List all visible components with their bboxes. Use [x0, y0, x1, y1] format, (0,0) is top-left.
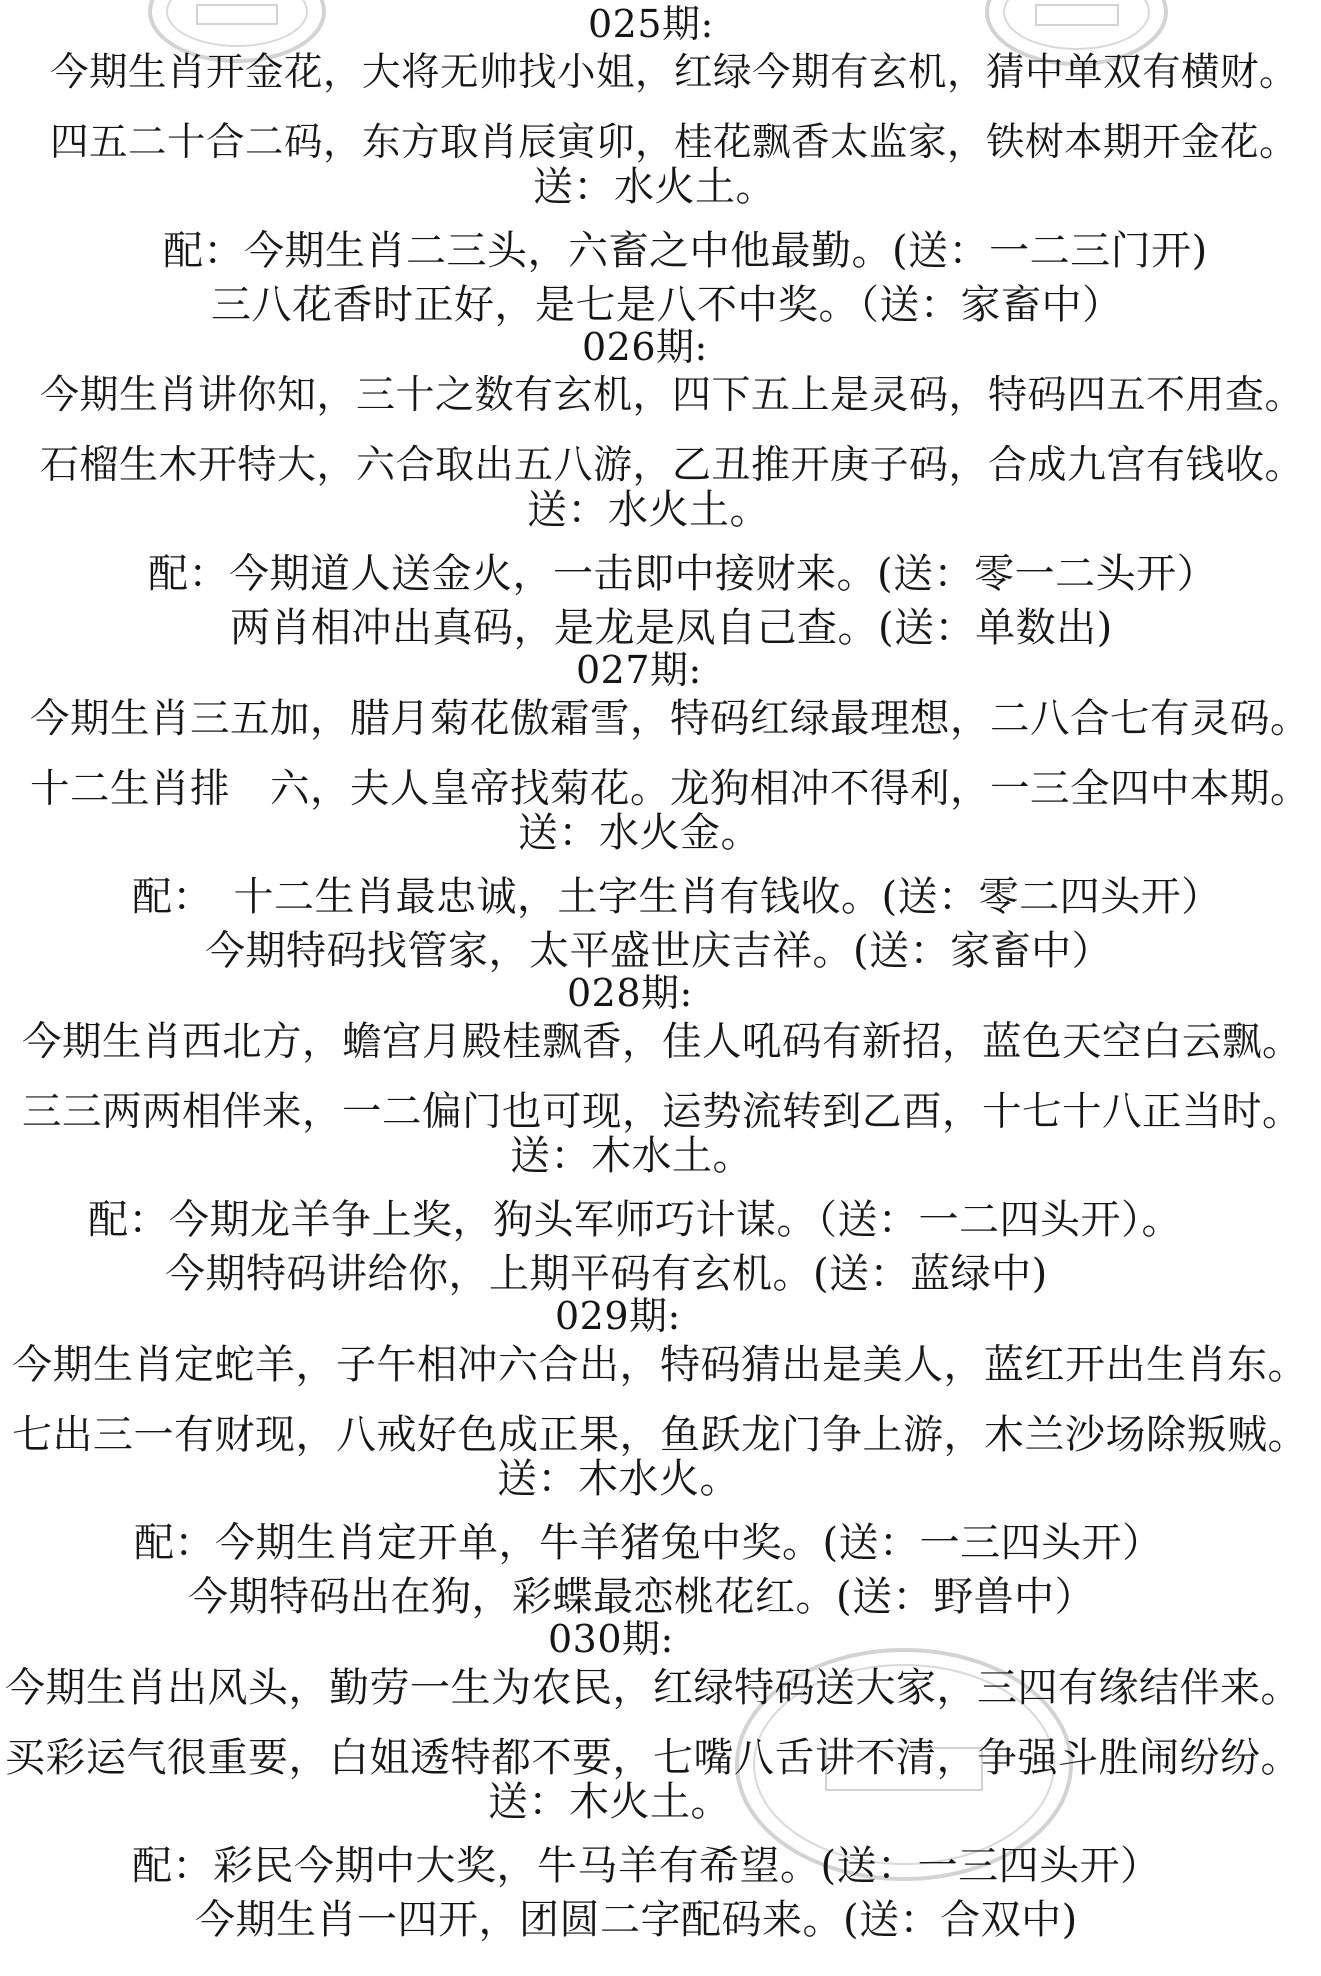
- pair-line-2: 三八花香时正好，是七是八不中奖。（送：家畜中）: [211, 282, 1123, 328]
- issue-title: 030期:: [548, 1617, 674, 1661]
- verse-line-1: 今期生肖讲你知，三十之数有玄机，四下五上是灵码，特码四五不用查。: [40, 373, 1305, 418]
- pair-line-1: 配：彩民今期中大奖，牛马羊有希望。(送：一三四头开）: [132, 1843, 1161, 1889]
- verse-line-2: 四五二十合二码，东方取肖辰寅卯，桂花飘香太监家，铁树本期开金花。: [50, 120, 1299, 165]
- verse-line-1: 今期生肖开金花，大将无帅找小姐，红绿今期有玄机，猜中单双有横财。: [50, 50, 1299, 95]
- verse-line-1: 今期生肖西北方，蟾宫月殿桂飘香，佳人吼码有新招，蓝色天空白云飘。: [22, 1019, 1302, 1065]
- pair-line-2: 今期特码讲给你，上期平码有玄机。(送：蓝绿中): [165, 1251, 1048, 1297]
- issue-title: 029期:: [555, 1294, 681, 1338]
- pair-line-2: 今期特码出在狗，彩蝶最恋桃花红。(送：野兽中）: [188, 1574, 1096, 1620]
- issue-title: 027期:: [576, 648, 702, 692]
- issue-title: 028期:: [567, 971, 693, 1015]
- verse-line-1: 今期生肖定蛇羊，子午相冲六合出，特码猜出是美人，蓝红开出生肖东。: [12, 1342, 1308, 1388]
- send-line: 送：水火土。: [533, 164, 776, 210]
- send-line: 送：木水土。: [510, 1133, 753, 1179]
- verse-line-2: 十二生肖排 六，夫人皇帝找菊花。龙狗相冲不得利，一三全四中本期。: [30, 766, 1310, 812]
- send-line: 送：木水火。: [497, 1456, 740, 1502]
- send-line: 送：水火土。: [527, 487, 770, 533]
- verse-line-2: 三三两两相伴来，一二偏门也可现，运势流转到乙酉，十七十八正当时。: [22, 1089, 1302, 1135]
- pair-line-2: 今期生肖一四开，团圆二字配码来。(送：合双中): [195, 1897, 1078, 1943]
- send-line: 送：水火金。: [518, 810, 761, 856]
- pair-line-1: 配：今期龙羊争上奖，狗头军师巧计谋。（送：一二四头开）。: [88, 1197, 1182, 1243]
- verse-line-1: 今期生肖出风头，勤劳一生为农民，红绿特码送大家，三四有缘结伴来。: [5, 1665, 1301, 1711]
- pair-line-1: 配：今期道人送金火，一击即中接财来。(送：零一二头开）: [148, 551, 1218, 597]
- pair-line-1: 配： 十二生肖最忠诚，土字生肖有钱收。(送：零二四头开）: [132, 874, 1222, 920]
- pair-line-1: 配：今期生肖定开单，牛羊猪兔中奖。(送：一三四头开）: [134, 1520, 1163, 1566]
- seal-box: [1035, 4, 1119, 26]
- pair-line-2: 今期特码找管家，太平盛世庆吉祥。(送：家畜中）: [205, 928, 1113, 974]
- seal-box: [196, 4, 278, 25]
- verse-line-2: 七出三一有财现，八戒好色成正果，鱼跃龙门争上游，木兰沙场除叛贼。: [12, 1412, 1308, 1458]
- verse-line-2: 石榴生木开特大，六合取出五八游，乙丑推开庚子码，合成九宫有钱收。: [40, 443, 1305, 488]
- send-line: 送：木火土。: [488, 1779, 731, 1825]
- pair-line-2: 两肖相冲出真码，是龙是凤自己查。(送：单数出): [230, 605, 1113, 651]
- pair-line-1: 配：今期生肖二三头，六畜之中他最勤。(送：一二三门开): [163, 228, 1208, 274]
- issue-title: 025期:: [588, 2, 714, 46]
- verse-line-1: 今期生肖三五加，腊月菊花傲霜雪，特码红绿最理想，二八合七有灵码。: [30, 696, 1310, 742]
- issue-title: 026期:: [582, 325, 708, 369]
- verse-line-2: 买彩运气很重要，白姐透特都不要，七嘴八舌讲不清，争强斗胜闹纷纷。: [5, 1735, 1301, 1781]
